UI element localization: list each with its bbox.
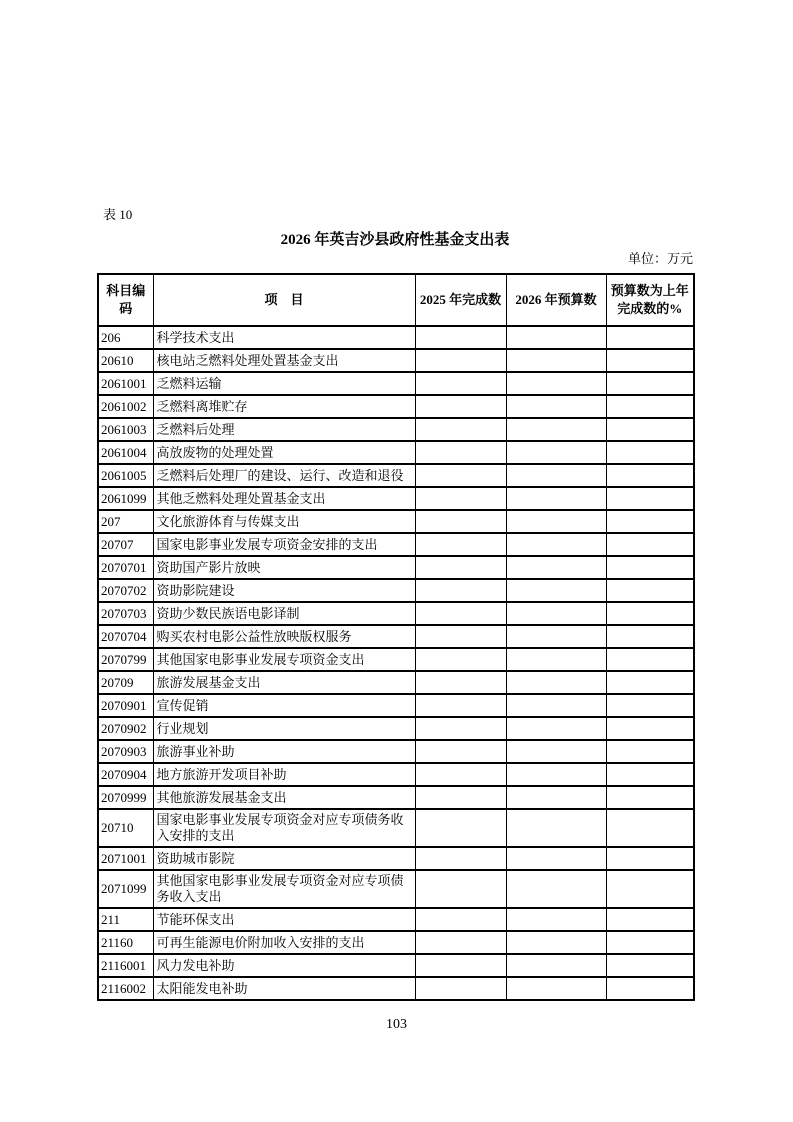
item-cell: 可再生能源电价附加收入安排的支出 (153, 931, 415, 954)
value-2025-cell (415, 464, 506, 487)
value-2025-cell (415, 625, 506, 648)
value-2026-cell (506, 395, 606, 418)
page-number: 103 (386, 1017, 407, 1032)
col-header-2025-completed: 2025 年完成数 (415, 274, 506, 326)
subject-code-cell: 2070902 (98, 717, 153, 740)
page-title: 2026 年英吉沙县政府性基金支出表 (280, 232, 510, 248)
pct-cell (606, 487, 694, 510)
value-2025-cell (415, 418, 506, 441)
table-row (98, 954, 694, 977)
value-2025-cell (415, 809, 506, 847)
value-2026-cell (506, 870, 606, 908)
pct-cell (606, 786, 694, 809)
item-cell: 高放废物的处理处置 (153, 441, 415, 464)
value-2026-cell (506, 809, 606, 847)
value-2026-cell (506, 763, 606, 786)
table-row (98, 372, 694, 395)
item-cell: 其他乏燃料处理处置基金支出 (153, 487, 415, 510)
item-cell: 购买农村电影公益性放映版权服务 (153, 625, 415, 648)
pct-cell (606, 579, 694, 602)
pct-cell (606, 510, 694, 533)
value-2026-cell (506, 977, 606, 1000)
table-row (98, 717, 694, 740)
pct-cell (606, 602, 694, 625)
table-row (98, 931, 694, 954)
table-row (98, 349, 694, 372)
pct-cell (606, 870, 694, 908)
value-2025-cell (415, 717, 506, 740)
table-row (98, 510, 694, 533)
value-2025-cell (415, 510, 506, 533)
item-cell: 其他国家电影事业发展专项资金对应专项债务收入支出 (153, 870, 415, 908)
subject-code-cell: 2071099 (98, 870, 153, 908)
item-cell: 国家电影事业发展专项资金对应专项债务收入安排的支出 (153, 809, 415, 847)
unit-note: 单位：万元 (627, 251, 693, 266)
table-row (98, 441, 694, 464)
pct-cell (606, 694, 694, 717)
value-2025-cell (415, 602, 506, 625)
subject-code-cell: 2061003 (98, 418, 153, 441)
item-cell: 国家电影事业发展专项资金安排的支出 (153, 533, 415, 556)
subject-code-cell: 21160 (98, 931, 153, 954)
pct-cell (606, 648, 694, 671)
subject-code-cell: 2070701 (98, 556, 153, 579)
table-row (98, 579, 694, 602)
value-2025-cell (415, 349, 506, 372)
value-2026-cell (506, 786, 606, 809)
subject-code-cell: 2070903 (98, 740, 153, 763)
item-cell: 风力发电补助 (153, 954, 415, 977)
value-2026-cell (506, 533, 606, 556)
value-2025-cell (415, 786, 506, 809)
table-row (98, 533, 694, 556)
value-2025-cell (415, 763, 506, 786)
subject-code-cell: 2061001 (98, 372, 153, 395)
table-row (98, 487, 694, 510)
pct-cell (606, 954, 694, 977)
item-cell: 核电站乏燃料处理处置基金支出 (153, 349, 415, 372)
value-2025-cell (415, 441, 506, 464)
table-row (98, 847, 694, 870)
item-cell: 乏燃料运输 (153, 372, 415, 395)
item-cell: 行业规划 (153, 717, 415, 740)
value-2026-cell (506, 694, 606, 717)
table-row (98, 464, 694, 487)
subject-code-cell: 206 (98, 326, 153, 349)
value-2026-cell (506, 349, 606, 372)
col-header-2026-budget: 2026 年预算数 (506, 274, 606, 326)
item-cell: 旅游发展基金支出 (153, 671, 415, 694)
value-2025-cell (415, 326, 506, 349)
value-2025-cell (415, 954, 506, 977)
pct-cell (606, 349, 694, 372)
budget-table (97, 273, 695, 1001)
table-row (98, 908, 694, 931)
pct-cell (606, 740, 694, 763)
value-2025-cell (415, 556, 506, 579)
value-2026-cell (506, 556, 606, 579)
col-header-pct-of-prev: 预算数为上年完成数的% (606, 274, 694, 326)
value-2025-cell (415, 847, 506, 870)
pct-cell (606, 372, 694, 395)
pct-cell (606, 625, 694, 648)
col-header-item: 项 目 (153, 274, 415, 326)
value-2026-cell (506, 847, 606, 870)
subject-code-cell: 2116002 (98, 977, 153, 1000)
subject-code-cell: 2071001 (98, 847, 153, 870)
table-row (98, 977, 694, 1000)
item-cell: 乏燃料后处理厂的建设、运行、改造和退役 (153, 464, 415, 487)
value-2025-cell (415, 977, 506, 1000)
pct-cell (606, 395, 694, 418)
item-cell: 地方旅游开发项目补助 (153, 763, 415, 786)
subject-code-cell: 207 (98, 510, 153, 533)
item-cell: 宣传促销 (153, 694, 415, 717)
table-row (98, 763, 694, 786)
budget-table-header (98, 274, 694, 326)
item-cell: 资助影院建设 (153, 579, 415, 602)
value-2025-cell (415, 870, 506, 908)
value-2026-cell (506, 625, 606, 648)
value-2026-cell (506, 441, 606, 464)
value-2026-cell (506, 954, 606, 977)
header-row (98, 274, 694, 326)
budget-table-body (98, 326, 694, 1000)
pct-cell (606, 931, 694, 954)
item-cell: 文化旅游体育与传媒支出 (153, 510, 415, 533)
value-2025-cell (415, 533, 506, 556)
subject-code-cell: 2061002 (98, 395, 153, 418)
pct-cell (606, 418, 694, 441)
value-2025-cell (415, 372, 506, 395)
value-2025-cell (415, 908, 506, 931)
item-cell: 资助城市影院 (153, 847, 415, 870)
item-cell: 科学技术支出 (153, 326, 415, 349)
value-2026-cell (506, 418, 606, 441)
value-2025-cell (415, 740, 506, 763)
subject-code-cell: 20610 (98, 349, 153, 372)
table-row (98, 671, 694, 694)
item-cell: 太阳能发电补助 (153, 977, 415, 1000)
value-2026-cell (506, 372, 606, 395)
value-2025-cell (415, 671, 506, 694)
pct-cell (606, 847, 694, 870)
item-cell: 资助国产影片放映 (153, 556, 415, 579)
table-row (98, 418, 694, 441)
subject-code-cell: 2070703 (98, 602, 153, 625)
subject-code-cell: 2070704 (98, 625, 153, 648)
value-2026-cell (506, 579, 606, 602)
table-row (98, 870, 694, 908)
value-2026-cell (506, 648, 606, 671)
subject-code-cell: 2070799 (98, 648, 153, 671)
value-2025-cell (415, 579, 506, 602)
pct-cell (606, 326, 694, 349)
subject-code-cell: 2116001 (98, 954, 153, 977)
value-2025-cell (415, 395, 506, 418)
subject-code-cell: 2070999 (98, 786, 153, 809)
item-cell: 旅游事业补助 (153, 740, 415, 763)
pct-cell (606, 763, 694, 786)
item-cell: 其他旅游发展基金支出 (153, 786, 415, 809)
pct-cell (606, 464, 694, 487)
table-row (98, 786, 694, 809)
value-2025-cell (415, 694, 506, 717)
col-header-subject-code: 科目编码 (98, 274, 153, 326)
pct-cell (606, 717, 694, 740)
item-cell: 资助少数民族语电影译制 (153, 602, 415, 625)
table-row (98, 395, 694, 418)
value-2026-cell (506, 740, 606, 763)
table-row (98, 740, 694, 763)
item-cell: 乏燃料后处理 (153, 418, 415, 441)
table-row (98, 694, 694, 717)
value-2026-cell (506, 464, 606, 487)
subject-code-cell: 20709 (98, 671, 153, 694)
value-2025-cell (415, 931, 506, 954)
value-2026-cell (506, 931, 606, 954)
subject-code-cell: 2061004 (98, 441, 153, 464)
subject-code-cell: 211 (98, 908, 153, 931)
subject-code-cell: 2070702 (98, 579, 153, 602)
pct-cell (606, 556, 694, 579)
table-label: 表 10 (103, 207, 133, 222)
subject-code-cell: 2070904 (98, 763, 153, 786)
subject-code-cell: 2061099 (98, 487, 153, 510)
value-2026-cell (506, 487, 606, 510)
pct-cell (606, 908, 694, 931)
pct-cell (606, 977, 694, 1000)
table-row (98, 625, 694, 648)
value-2025-cell (415, 648, 506, 671)
value-2026-cell (506, 602, 606, 625)
subject-code-cell: 20710 (98, 809, 153, 847)
value-2026-cell (506, 510, 606, 533)
value-2025-cell (415, 487, 506, 510)
pct-cell (606, 671, 694, 694)
item-cell: 其他国家电影事业发展专项资金支出 (153, 648, 415, 671)
value-2026-cell (506, 326, 606, 349)
value-2026-cell (506, 717, 606, 740)
subject-code-cell: 2061005 (98, 464, 153, 487)
value-2026-cell (506, 671, 606, 694)
table-row (98, 326, 694, 349)
value-2026-cell (506, 908, 606, 931)
subject-code-cell: 20707 (98, 533, 153, 556)
subject-code-cell: 2070901 (98, 694, 153, 717)
table-row (98, 602, 694, 625)
pct-cell (606, 533, 694, 556)
pct-cell (606, 809, 694, 847)
item-cell: 乏燃料离堆贮存 (153, 395, 415, 418)
table-row (98, 809, 694, 847)
item-cell: 节能环保支出 (153, 908, 415, 931)
pct-cell (606, 441, 694, 464)
table-row (98, 648, 694, 671)
table-row (98, 556, 694, 579)
